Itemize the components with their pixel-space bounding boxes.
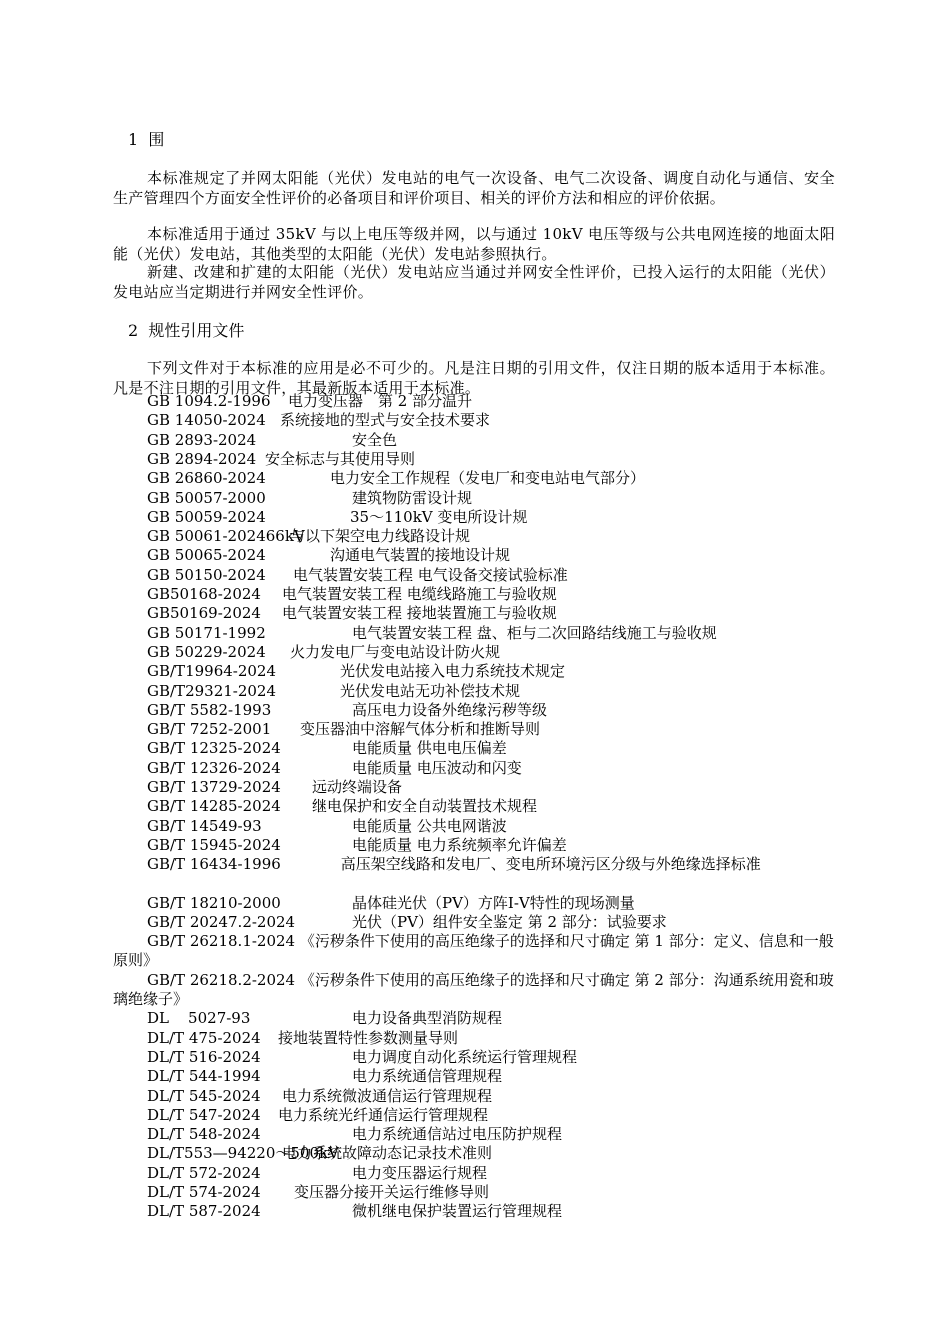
reference-title: 安全色 — [352, 430, 398, 449]
reference-code: GB/T 26218.1-2024 — [147, 932, 300, 951]
reference-title: 电能质量 公共电网谐波 — [352, 816, 507, 835]
reference-title: 电力安全工作规程（发电厂和变电站电气部分） — [330, 469, 646, 488]
reference-code: DL/T553—94220～500kV — [147, 1144, 339, 1163]
reference-item — [0, 894, 950, 913]
scope-paragraph-3: 新建、改建和扩建的太阳能（光伏）发电站应当通过并网安全性评价，已投入运行的太阳能（光伏）发电站应当定期进行并网安全性评价。 — [113, 263, 835, 301]
reference-code: GB/T 5582-1993 — [147, 700, 272, 719]
reference-code: GB/T 26218.2-2024 — [147, 970, 300, 989]
reference-code: GB 1094.2-1996 — [147, 392, 271, 410]
reference-code: GB 2893-2024 — [147, 430, 257, 449]
reference-item — [0, 682, 950, 701]
reference-item — [0, 1029, 950, 1048]
reference-title: 电气装置安装工程 电气设备交接试验标准 — [293, 565, 568, 584]
reference-item — [0, 585, 950, 604]
reference-code: DL/T 475-2024 — [147, 1028, 261, 1047]
reference-code: GB/T 16434-1996 — [147, 855, 341, 874]
reference-code: GB 26860-2024 — [147, 469, 266, 488]
reference-item — [0, 469, 950, 488]
reference-title: 电力系统通信管理规程 — [352, 1067, 503, 1086]
reference-item — [0, 739, 950, 758]
reference-item — [0, 392, 950, 411]
reference-title: 电气装置安装工程 电缆线路施工与验收规 — [282, 585, 557, 603]
scope-paragraph-2: 本标准适用于通过 35kV 与以上电压等级并网，以与通过 10kV 电压等级与公共电网连接的地面太阳能（光伏）发电站，其他类型的太阳能（光伏）发电站参照执行。 — [113, 225, 835, 263]
reference-code: DL/T 587-2024 — [147, 1202, 261, 1221]
reference-code: GB 50229-2024 — [147, 642, 266, 661]
reference-item — [0, 546, 950, 565]
reference-item — [0, 489, 950, 508]
reference-code: DL/T 516-2024 — [147, 1047, 261, 1066]
reference-item — [113, 855, 837, 874]
reference-code: GB/T 15945-2024 — [147, 835, 281, 854]
reference-item — [0, 797, 950, 816]
reference-item — [0, 778, 950, 797]
reference-item — [0, 431, 950, 450]
reference-item — [0, 604, 950, 623]
reference-title: 电气装置安装工程 接地装置施工与验收规 — [282, 604, 557, 623]
reference-item — [0, 720, 950, 739]
reference-item — [0, 411, 950, 430]
reference-title: 电力系统故障动态记录技术准则 — [282, 1144, 493, 1163]
scope-paragraph-1: 本标准规定了并网太阳能（光伏）发电站的电气一次设备、电气二次设备、调度自动化与通信、安全生产管理四个方面安全性评价的必备项目和评价项目、相关的评价方法和相应的评价依据。 — [113, 169, 835, 207]
reference-title: 安全标志与其使用导则 — [265, 449, 416, 468]
reference-code: GB 50061-202466kV — [147, 527, 305, 546]
reference-code: GB/T 7252-2001 — [147, 720, 272, 739]
reference-code: GB/T 12325-2024 — [147, 739, 281, 758]
reference-code: GB/T 12326-2024 — [147, 758, 281, 777]
reference-code: GB 14050-2024 — [147, 411, 266, 430]
reference-item — [0, 450, 950, 469]
reference-item — [0, 1164, 950, 1183]
reference-title: 35～110kV 变电所设计规 — [350, 507, 528, 526]
reference-code: GB/T 13729-2024 — [147, 778, 281, 796]
reference-title: 电力设备典型消防规程 — [352, 1009, 503, 1028]
reference-code: GB/T 14285-2024 — [147, 797, 281, 816]
reference-title: 电力变压器运行规程 — [352, 1163, 488, 1182]
reference-item — [0, 1183, 950, 1202]
reference-item — [0, 1106, 950, 1125]
reference-code: DL 5027-93 — [147, 1009, 251, 1028]
reference-item — [113, 932, 837, 970]
reference-title: 晶体硅光伏（PV）方阵Ⅰ-Ⅴ特性的现场测量 — [352, 893, 635, 912]
reference-code: GB 50059-2024 — [147, 507, 266, 526]
reference-title: 继电保护和安全自动装置技术规程 — [312, 797, 538, 816]
references-intro: 下列文件对于本标准的应用是必不可少的。凡是注日期的引用文件，仅注日期的版本适用于本标准。凡是不注日期的引用文件，其最新版本适用于本标准。 — [113, 359, 835, 397]
reference-code: GB/T 14549-93 — [147, 816, 262, 835]
reference-item — [0, 662, 950, 681]
reference-title: 电气装置安装工程 盘、柜与二次回路结线施工与验收规 — [352, 623, 717, 642]
reference-item — [0, 624, 950, 643]
reference-item — [0, 566, 950, 585]
reference-code: DL/T 548-2024 — [147, 1125, 261, 1144]
reference-item — [0, 1067, 950, 1086]
section-2-heading: 2 规性引用文件 — [128, 321, 245, 340]
reference-code: GB50168-2024 — [147, 585, 261, 603]
reference-title: 与以下架空电力线路设计规 — [290, 527, 471, 546]
reference-code: DL/T 572-2024 — [147, 1163, 261, 1182]
reference-item — [0, 1144, 950, 1163]
reference-title: 沟通电气装置的接地设计规 — [330, 546, 511, 565]
reference-item — [0, 701, 950, 720]
reference-item — [113, 971, 837, 1009]
reference-title: 火力发电厂与变电站设计防火规 — [290, 642, 501, 661]
reference-code: GB 50171-1992 — [147, 623, 266, 642]
reference-item — [0, 1202, 950, 1221]
reference-title: 电力系统通信站过电压防护规程 — [352, 1125, 563, 1144]
reference-title: 电力变压器 第 2 部分温升 — [288, 392, 473, 410]
reference-title: 电能质量 电力系统频率允许偏差 — [352, 835, 567, 854]
reference-title: 高压架空线路和发电厂、变电所环境污区分级与外绝缘选择标准 — [340, 855, 761, 874]
reference-code: GB/T19964-2024 — [147, 662, 277, 681]
reference-item — [0, 527, 950, 546]
reference-code: DL/T 544-1994 — [147, 1067, 261, 1086]
reference-item — [0, 1125, 950, 1144]
reference-item — [0, 913, 950, 932]
reference-item — [0, 1009, 950, 1028]
reference-code: GB 2894-2024 — [147, 449, 257, 468]
reference-title: 变压器分接开关运行维修导则 — [294, 1183, 490, 1201]
reference-title: 电能质量 电压波动和闪变 — [352, 758, 522, 777]
reference-title: 高压电力设备外绝缘污秽等级 — [352, 700, 548, 719]
reference-item — [0, 759, 950, 778]
section-1-heading: 1 围 — [128, 130, 165, 149]
reference-title: 电力系统微波通信运行管理规程 — [282, 1086, 493, 1105]
reference-code: GB 50065-2024 — [147, 546, 266, 565]
reference-title: 电力调度自动化系统运行管理规程 — [352, 1047, 578, 1066]
reference-code: GB/T29321-2024 — [147, 681, 277, 700]
reference-title: 光伏（PV）组件安全鉴定 第 2 部分：试验要求 — [352, 913, 667, 931]
reference-code: GB 50150-2024 — [147, 565, 266, 584]
reference-title: 接地装置特性参数测量导则 — [278, 1028, 459, 1047]
reference-item — [0, 508, 950, 527]
reference-item — [0, 1087, 950, 1106]
reference-title: 变压器油中溶解气体分析和推断导则 — [300, 720, 541, 739]
reference-item — [0, 836, 950, 855]
reference-code: GB/T 20247.2-2024 — [147, 913, 296, 931]
reference-title: 《污秽条件下使用的高压绝缘子的选择和尺寸确定 第 1 部分：定义、信息和一般原则》 — [113, 932, 834, 970]
reference-code: DL/T 574-2024 — [147, 1183, 261, 1201]
reference-code: DL/T 545-2024 — [147, 1086, 261, 1105]
reference-title: 微机继电保护装置运行管理规程 — [352, 1202, 563, 1221]
reference-title: 《污秽条件下使用的高压绝缘子的选择和尺寸确定 第 2 部分：沟通系统用瓷和玻璃绝缘子》 — [113, 970, 834, 1008]
reference-title: 电力系统光纤通信运行管理规程 — [278, 1105, 489, 1124]
reference-item — [0, 817, 950, 836]
reference-code: GB50169-2024 — [147, 604, 261, 623]
reference-title: 光伏发电站无功补偿技术规 — [340, 681, 521, 700]
reference-code: DL/T 547-2024 — [147, 1105, 261, 1124]
reference-code: GB/T 18210-2000 — [147, 893, 281, 912]
reference-title: 光伏发电站接入电力系统技术规定 — [340, 662, 566, 681]
reference-item — [0, 1048, 950, 1067]
reference-code: GB 50057-2000 — [147, 488, 266, 507]
reference-title: 建筑物防雷设计规 — [352, 488, 473, 507]
reference-title: 系统接地的型式与安全技术要求 — [280, 411, 491, 430]
reference-title: 电能质量 供电电压偏差 — [352, 739, 507, 758]
reference-item — [0, 643, 950, 662]
reference-title: 远动终端设备 — [312, 778, 403, 796]
